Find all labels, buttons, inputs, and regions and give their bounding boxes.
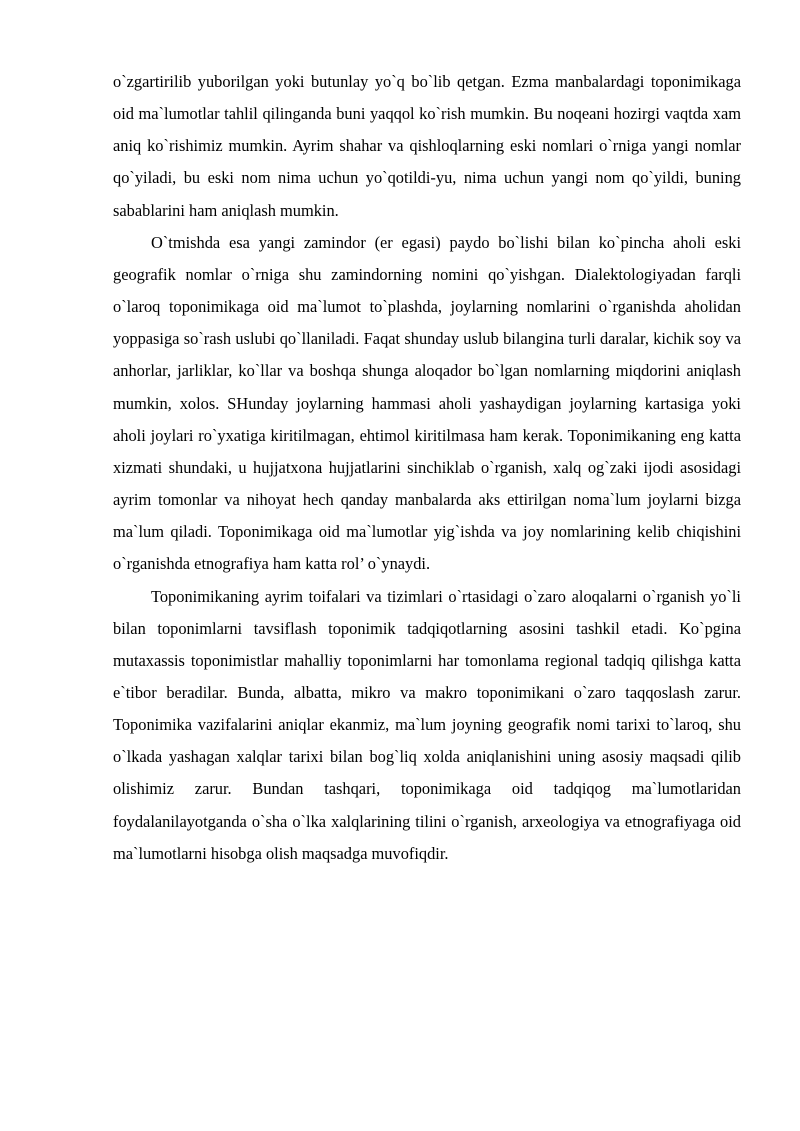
paragraph-1: o`zgartirilib yuborilgan yoki butunlay yo`q bo`lib qetgan. Ezma manbalardagi toponimikaga oid ma`lumotlar tahlil qilinganda buni yaqqol ko`rish mumkin. Bu noqeani hozirgi vaqtda xam aniq ko`rishimiz mumkin. Ayrim shahar va qishloqlarning eski nomlari o`rniga yangi nomlar qo`yiladi, bu eski nom nima uchun yo`qotildi-yu, nima uchun yangi nom qo`yildi, buning sabablarini ham aniqlash mumkin. <box>113 72 741 220</box>
paragraph-2: O`tmishda esa yangi zamindor (er egasi) paydo bo`lishi bilan ko`pincha aholi eski geografik nomlar o`rniga shu zamindorning nomini qo`yishgan. Dialektologiyadan farqli o`laroq toponimikaga oid ma`lumot to`plashda, joylarning nomlarini o`rganishda aholidan yoppasiga so`rash uslubi qo`llaniladi. Faqat shunday uslub bilangina turli daralar, kichik soy va anhorlar, jarliklar, ko`llar va boshqa shunga aloqador bo`lgan nomlarning miqdorini aniqlash mumkin, xolos. SHunday joylarning hammasi aholi yashaydigan joylarning kartasiga yoki aholi joylari ro`yxatiga kiritilmagan, ehtimol kiritilmasa ham kerak. Toponimikaning eng katta xizmati shundaki, u hujjatxona hujjatlarini sinchiklab o`rganish, xalq og`zaki ijodi asosidagi ayrim tomonlar va nihoyat hech qanday manbalarda aks ettirilgan noma`lum joylarni bizga ma`lum qiladi. Toponimikaga oid ma`lumotlar yig`ishda va joy nomlarining kelib chiqishini o`rganishda etnografiya ham katta rol’ o`ynaydi. <box>113 232 741 574</box>
paragraph-3: Toponimikaning ayrim toifalari va tizimlari o`rtasidagi o`zaro aloqalarni o`rganish yo`li bilan toponimlarni tavsiflash toponimik tadqiqotlarning asosini tashkil etadi. Ko`pgina mutaxassis toponimistlar mahalliy toponimlarni har tomonlama regional tadqiq qilishga katta e`tibor beradilar. Bunda, albatta, mikro va makro toponimikani o`zaro taqqoslash zarur. Toponimika vazifalarini aniqlar ekanmiz, ma`lum joyning geografik nomi tarixi to`laroq, shu o`lkada yashagan xalqlar tarixi bilan bog`liq xolda aniqlanishini uning asosiy maqsadi qilib olishimiz zarur. Bundan tashqari, toponimikaga oid tadqiqog ma`lumotlaridan foydalanilayotganda o`sha o`lka xalqlarining tilini o`rganish, arxeologiya va etnografiyaga oid ma`lumotlarni hisobga olish maqsadga muvofiqdir. <box>113 586 741 863</box>
document-page <box>113 66 741 870</box>
